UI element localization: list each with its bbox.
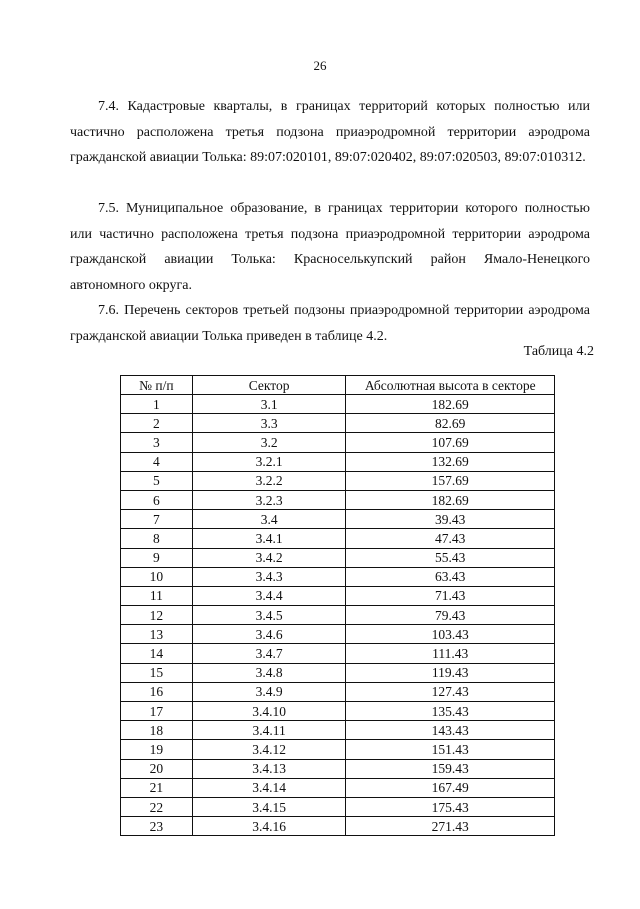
page-number: 26 <box>313 58 327 73</box>
cell-sector: 3.4.5 <box>192 606 346 625</box>
cell-sector: 3.4 <box>192 510 346 529</box>
cell-sector: 3.4.10 <box>192 702 346 721</box>
cell-number: 11 <box>121 586 193 605</box>
cell-sector: 3.4.9 <box>192 682 346 701</box>
cell-number: 14 <box>121 644 193 663</box>
cell-sector: 3.2.2 <box>192 471 346 490</box>
table-row <box>121 433 555 452</box>
table-row <box>121 721 555 740</box>
cell-sector: 3.4.6 <box>192 625 346 644</box>
cell-number: 13 <box>121 625 193 644</box>
table-row <box>121 586 555 605</box>
cell-sector: 3.4.13 <box>192 759 346 778</box>
cell-sector: 3.2 <box>192 433 346 452</box>
cell-number: 15 <box>121 663 193 682</box>
table-row <box>121 395 555 414</box>
cell-number: 12 <box>121 606 193 625</box>
table-row <box>121 625 555 644</box>
header-number: № п/п <box>121 376 193 395</box>
cell-altitude: 167.49 <box>346 778 555 797</box>
table-row <box>121 740 555 759</box>
cell-altitude: 135.43 <box>346 702 555 721</box>
cell-number: 17 <box>121 702 193 721</box>
cell-number: 23 <box>121 817 193 836</box>
table-row <box>121 797 555 816</box>
cell-number: 7 <box>121 510 193 529</box>
table-row <box>121 682 555 701</box>
cell-altitude: 82.69 <box>346 414 555 433</box>
cell-altitude: 47.43 <box>346 529 555 548</box>
cell-sector: 3.4.2 <box>192 548 346 567</box>
cell-altitude: 182.69 <box>346 395 555 414</box>
table-row <box>121 567 555 586</box>
cell-altitude: 271.43 <box>346 817 555 836</box>
sectors-table <box>120 375 555 836</box>
cell-number: 20 <box>121 759 193 778</box>
cell-altitude: 119.43 <box>346 663 555 682</box>
cell-sector: 3.4.7 <box>192 644 346 663</box>
cell-number: 8 <box>121 529 193 548</box>
table-row <box>121 548 555 567</box>
cell-altitude: 63.43 <box>346 567 555 586</box>
cell-altitude: 157.69 <box>346 471 555 490</box>
table-row <box>121 644 555 663</box>
table-row <box>121 529 555 548</box>
cell-sector: 3.4.16 <box>192 817 346 836</box>
cell-altitude: 39.43 <box>346 510 555 529</box>
cell-altitude: 175.43 <box>346 797 555 816</box>
cell-number: 5 <box>121 471 193 490</box>
table-row <box>121 663 555 682</box>
cell-sector: 3.1 <box>192 395 346 414</box>
cell-sector: 3.2.3 <box>192 490 346 509</box>
table-row <box>121 606 555 625</box>
paragraph-7-6: 7.6. Перечень секторов третьей подзоны приаэродромной территории аэродрома гражданской авиации Толька приведен в таблице 4.2. <box>70 303 590 344</box>
cell-altitude: 132.69 <box>346 452 555 471</box>
cell-altitude: 79.43 <box>346 606 555 625</box>
cell-sector: 3.4.3 <box>192 567 346 586</box>
cell-number: 6 <box>121 490 193 509</box>
cell-sector: 3.4.14 <box>192 778 346 797</box>
table-row <box>121 510 555 529</box>
table-row <box>121 817 555 836</box>
cell-number: 2 <box>121 414 193 433</box>
cell-number: 1 <box>121 395 193 414</box>
cell-sector: 3.4.4 <box>192 586 346 605</box>
table-row <box>121 702 555 721</box>
cell-sector: 3.4.12 <box>192 740 346 759</box>
cell-altitude: 107.69 <box>346 433 555 452</box>
paragraph-7-4: 7.4. Кадастровые кварталы, в границах территорий которых полностью или частично расположена третья подзона приаэродромной территории аэродрома гражданской авиации Толька: 89:07:020101, 89:07:020402, 89:07:020503, 89:07:010312. <box>70 99 590 166</box>
table-row <box>121 452 555 471</box>
cell-sector: 3.4.11 <box>192 721 346 740</box>
cell-altitude: 127.43 <box>346 682 555 701</box>
table-row <box>121 490 555 509</box>
cell-altitude: 143.43 <box>346 721 555 740</box>
cell-number: 22 <box>121 797 193 816</box>
cell-number: 21 <box>121 778 193 797</box>
table-caption: Таблица 4.2 <box>523 344 594 359</box>
cell-number: 4 <box>121 452 193 471</box>
cell-altitude: 111.43 <box>346 644 555 663</box>
cell-number: 10 <box>121 567 193 586</box>
cell-number: 19 <box>121 740 193 759</box>
table-row <box>121 471 555 490</box>
cell-sector: 3.2.1 <box>192 452 346 471</box>
cell-number: 9 <box>121 548 193 567</box>
cell-sector: 3.3 <box>192 414 346 433</box>
table-row <box>121 759 555 778</box>
table-row <box>121 414 555 433</box>
header-sector: Сектор <box>192 376 346 395</box>
header-altitude: Абсолютная высота в секторе <box>346 376 555 395</box>
cell-altitude: 55.43 <box>346 548 555 567</box>
cell-altitude: 103.43 <box>346 625 555 644</box>
cell-altitude: 151.43 <box>346 740 555 759</box>
cell-altitude: 71.43 <box>346 586 555 605</box>
table-row <box>121 778 555 797</box>
cell-number: 3 <box>121 433 193 452</box>
table-header-row <box>121 376 555 395</box>
cell-sector: 3.4.15 <box>192 797 346 816</box>
cell-number: 18 <box>121 721 193 740</box>
cell-sector: 3.4.1 <box>192 529 346 548</box>
paragraph-7-5: 7.5. Муниципальное образование, в границах территории которого полностью или частично расположена третья подзона приаэродромной территории аэродрома гражданской авиации Толька: Красноселькупский район Ямало-Ненецкого автономного округа. <box>70 201 590 294</box>
cell-sector: 3.4.8 <box>192 663 346 682</box>
cell-altitude: 182.69 <box>346 490 555 509</box>
cell-number: 16 <box>121 682 193 701</box>
cell-altitude: 159.43 <box>346 759 555 778</box>
